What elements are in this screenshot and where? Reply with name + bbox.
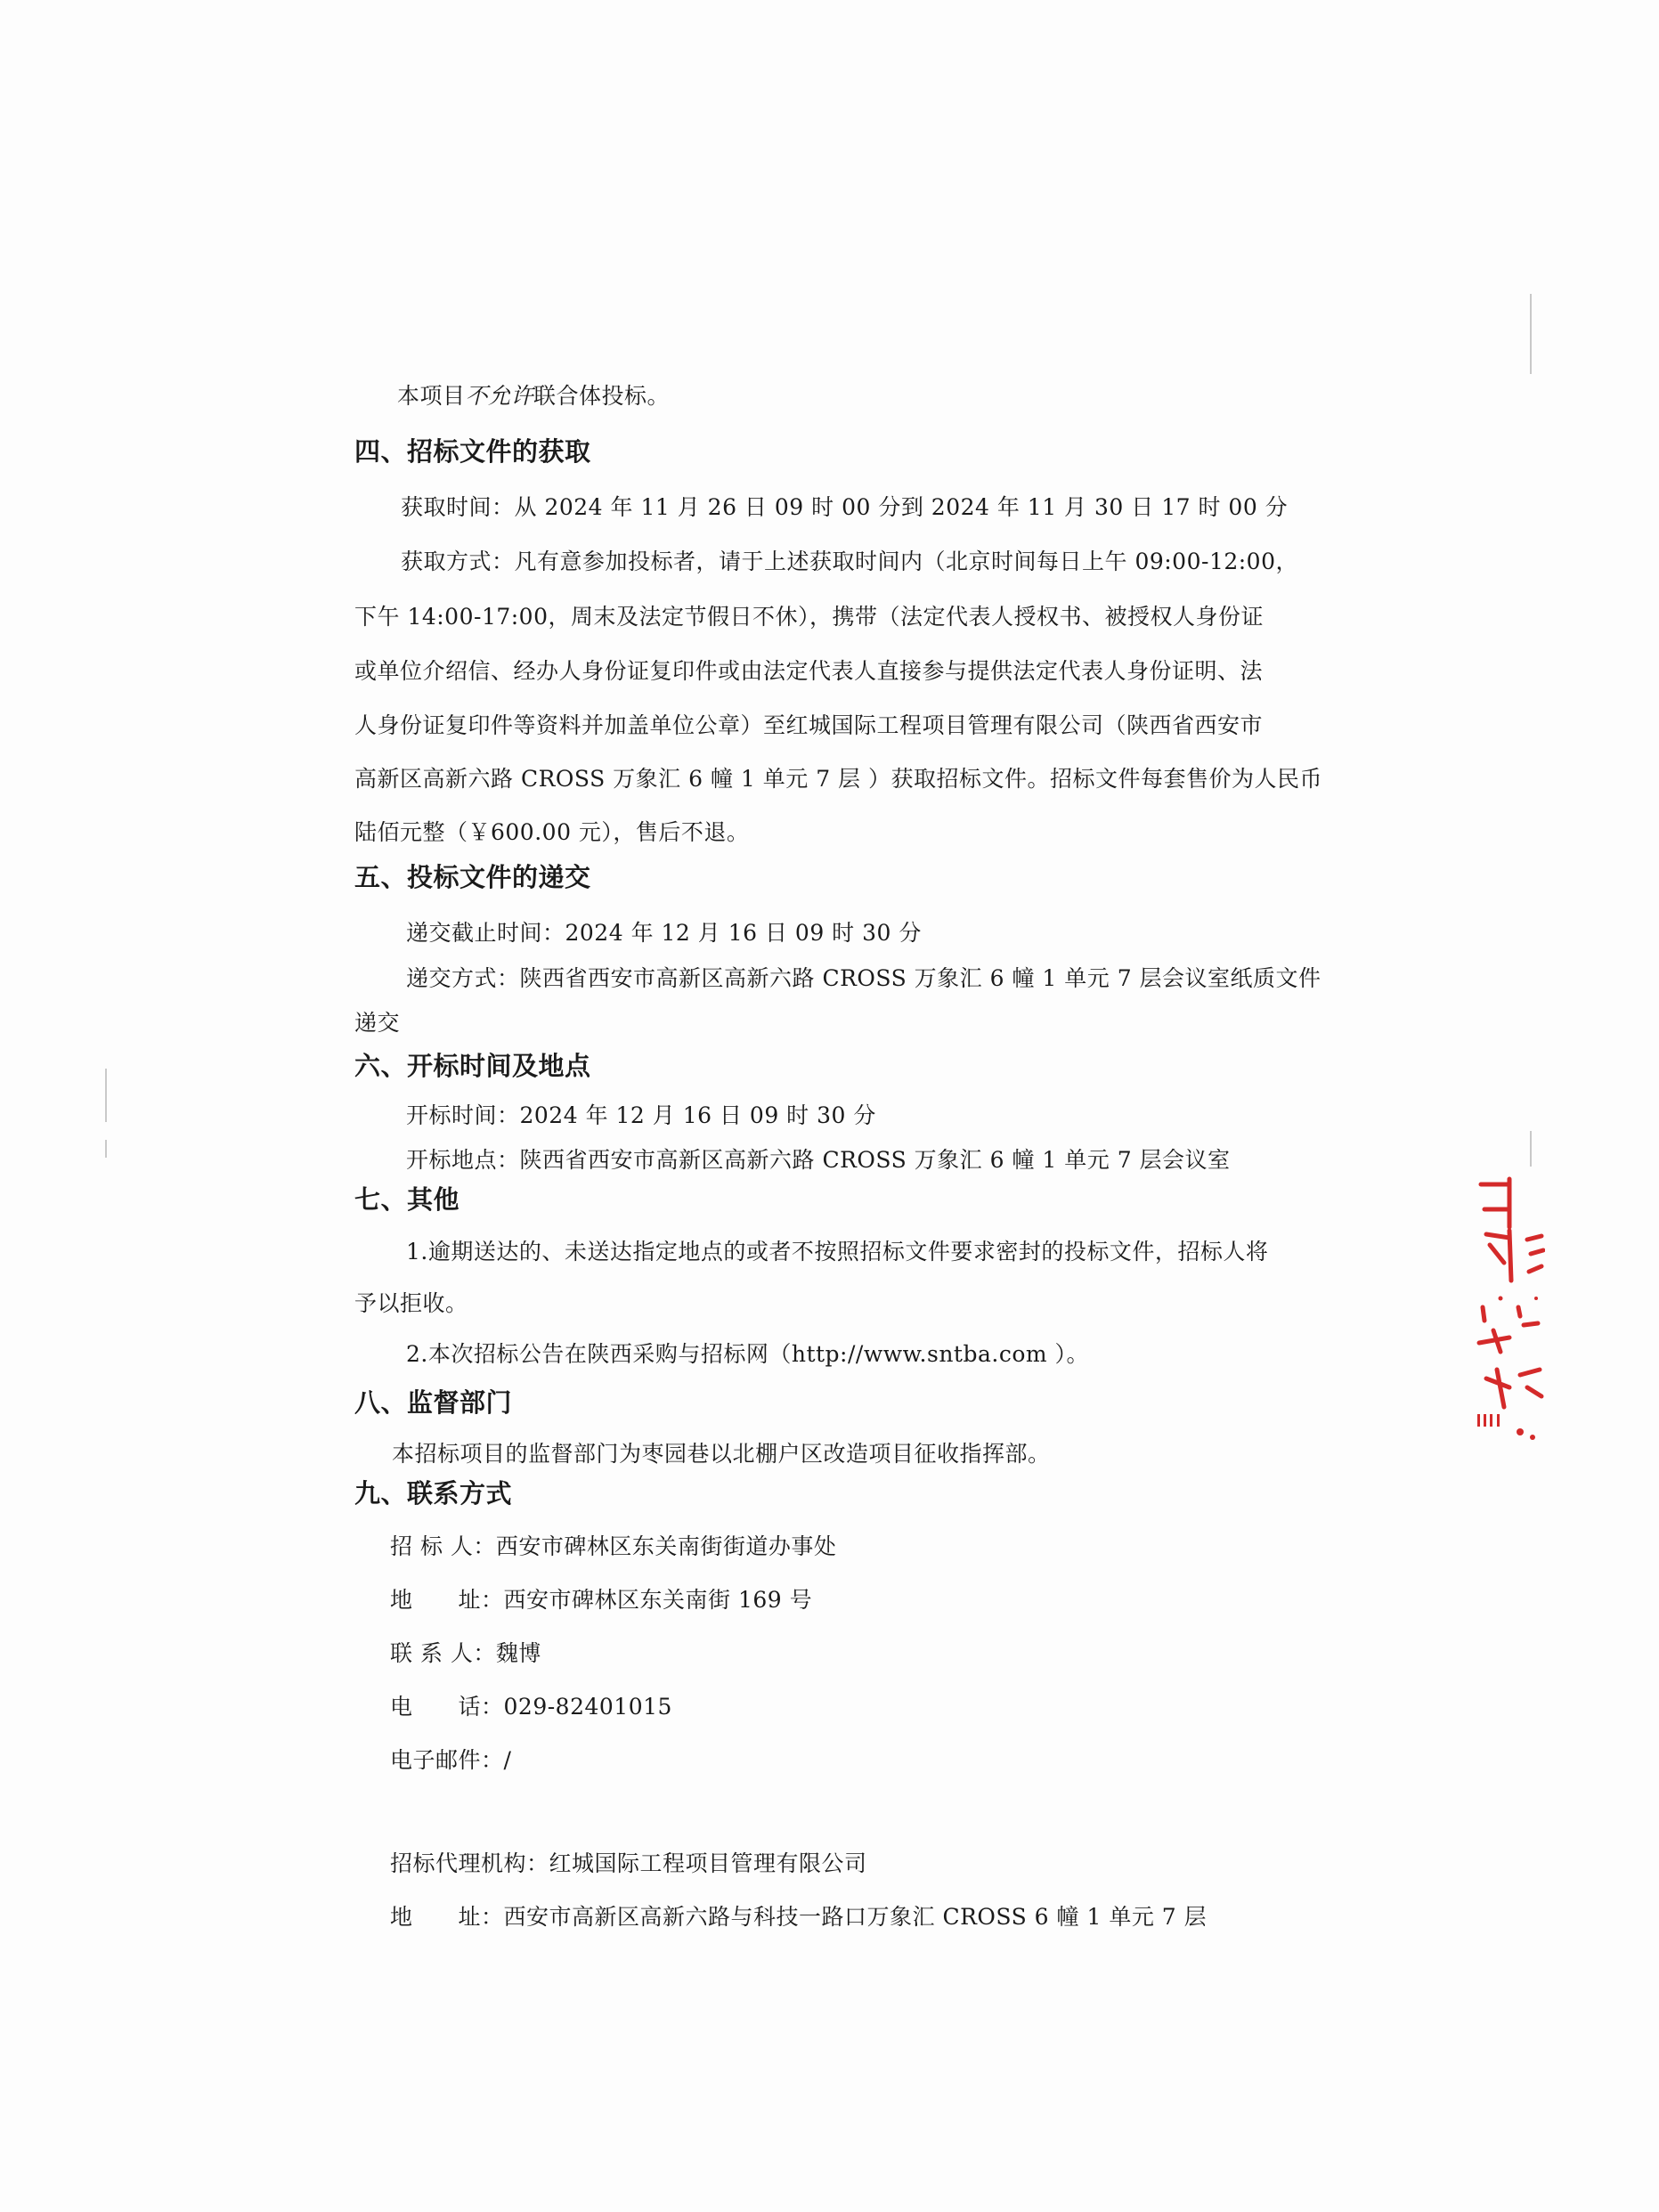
section-4-method-line: 高新区高新六路 CROSS 万象汇 6 幢 1 单元 7 层 ）获取招标文件。招标文件每套售价为人民币 (354, 766, 1323, 792)
scan-artifact (1530, 1131, 1532, 1167)
contact-label: 招 标 人： (390, 1533, 496, 1559)
contact-row (390, 1532, 836, 1562)
scan-artifact (105, 1069, 107, 1122)
contact-value: 魏博 (495, 1640, 541, 1666)
contact-row (390, 1585, 812, 1615)
contact-value: 西安市碑林区东关南街街道办事处 (495, 1533, 837, 1559)
section-4-heading: 四、招标文件的获取 (354, 436, 591, 467)
seal-graphic (1474, 1174, 1545, 1455)
scan-artifact (1530, 294, 1532, 374)
section-4-method-line: 获取方式：凡有意参加投标者，请于上述获取时间内（北京时间每日上午 09:00-12:00， (401, 549, 1298, 574)
contact-label: 电 话： (390, 1694, 504, 1720)
section-9-heading: 九、联系方式 (354, 1478, 513, 1509)
section-4-method-line: 或单位介绍信、经办人身份证复印件或由法定代表人直接参与提供法定代表人身份证明、法 (354, 658, 1264, 684)
intro-before: 本项目 (397, 383, 466, 409)
section-7-heading: 七、其他 (354, 1184, 460, 1215)
section-5-deadline: 递交截止时间：2024 年 12 月 16 日 09 时 30 分 (406, 920, 922, 946)
section-5-heading: 五、投标文件的递交 (354, 862, 591, 892)
section-5-method-line: 递交 (354, 1010, 401, 1036)
agency-label: 地 址： (390, 1904, 504, 1930)
contact-value: 029-82401015 (503, 1694, 672, 1720)
contact-label: 联 系 人： (390, 1640, 496, 1666)
section-6-time: 开标时间：2024 年 12 月 16 日 09 时 30 分 (406, 1102, 876, 1128)
scan-artifact (105, 1140, 107, 1158)
agency-value: 西安市高新区高新六路与科技一路口万象汇 CROSS 6 幢 1 单元 7 层 (503, 1904, 1208, 1930)
section-8-heading: 八、监督部门 (354, 1387, 513, 1418)
intro-emphasis: 不允许 (465, 383, 534, 409)
section-7-item-2: 2.本次招标公告在陕西采购与招标网（http://www.sntba.com ）。 (406, 1341, 1090, 1367)
contact-row (390, 1745, 511, 1776)
section-8-text: 本招标项目的监督部门为枣园巷以北棚户区改造项目征收指挥部。 (392, 1441, 1051, 1467)
section-6-place: 开标地点：陕西省西安市高新区高新六路 CROSS 万象汇 6 幢 1 单元 7 层会议室 (406, 1147, 1231, 1173)
contact-label: 地 址： (390, 1587, 504, 1613)
agency-value: 红城国际工程项目管理有限公司 (549, 1850, 867, 1876)
section-6-heading: 六、开标时间及地点 (354, 1051, 591, 1081)
contact-value: 西安市碑林区东关南街 169 号 (503, 1587, 813, 1613)
section-4-time: 获取时间：从 2024 年 11 月 26 日 09 时 00 分到 2024 年 11 月 30 日 17 时 00 分 (401, 494, 1289, 520)
contact-label: 电子邮件： (390, 1747, 504, 1773)
section-5-method-line: 递交方式：陕西省西安市高新区高新六路 CROSS 万象汇 6 幢 1 单元 7 层会议室纸质文件 (406, 965, 1322, 991)
contact-row (390, 1639, 541, 1669)
section-7-item-1-line: 1.逾期送达的、未送达指定地点的或者不按照招标文件要求密封的投标文件，招标人将 (406, 1239, 1269, 1265)
section-4-method-line: 陆佰元整（￥600.00 元），售后不退。 (354, 819, 750, 845)
agency-label: 招标代理机构： (390, 1850, 549, 1876)
section-4-method-line: 下午 14:00-17:00，周末及法定节假日不休），携带（法定代表人授权书、被授权人身份证 (354, 604, 1264, 630)
agency-row (390, 1902, 1207, 1932)
contact-row (390, 1692, 672, 1722)
contact-value: / (503, 1747, 512, 1773)
red-seal-stamp (1474, 1174, 1545, 1455)
agency-row (390, 1849, 867, 1879)
section-4-method-line: 人身份证复印件等资料并加盖单位公章）至红城国际工程项目管理有限公司（陕西省西安市 (354, 712, 1264, 738)
intro-line (397, 381, 670, 411)
section-7-item-1-line: 予以拒收。 (354, 1290, 468, 1316)
intro-after: 联合体投标。 (533, 383, 671, 409)
